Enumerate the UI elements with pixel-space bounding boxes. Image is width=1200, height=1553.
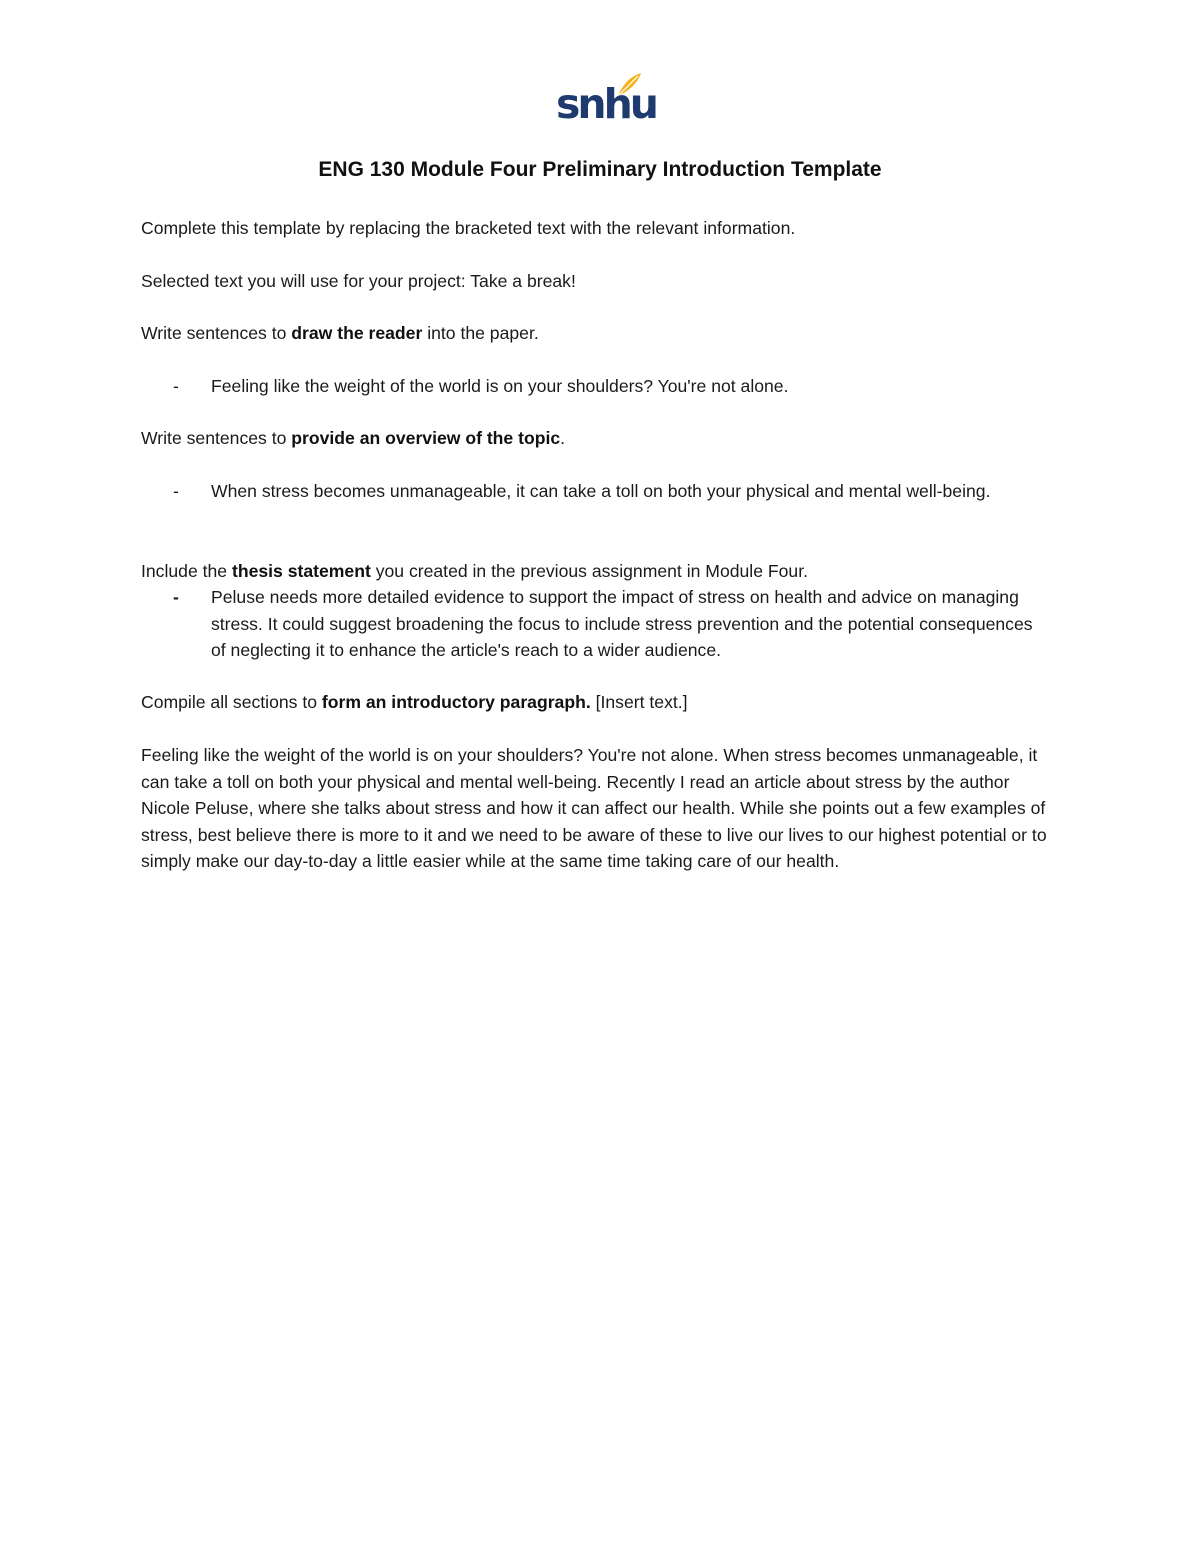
bullet-marker: - [173,376,179,396]
prompt-text: into the paper. [422,323,539,343]
thesis-response: Peluse needs more detailed evidence to support the impact of stress on health and advice on managing stress. It could suggest broadening the focus to include stress prevention and the potential consequences of neglecting it to enhance the article's reach to a wider audience. [211,587,1033,660]
snhu-logo [554,72,656,134]
introductory-paragraph: Feeling like the weight of the world is on your shoulders? You're not alone. When stress becomes unmanageable, it can take a toll on both your physical and mental well-being. Recently I read an article about stress by the author Nicole Peluse, where she talks about stress and how it can affect our health. While she points out a few examples of stress, best believe there is more to it and we need to be aware of these to live our lives to our highest potential or to simply make our day-to-day a little easier while at the same time taking care of our health. [141,745,1047,871]
prompt-emphasis: draw the reader [291,323,423,343]
prompt-text: Write sentences to [141,323,292,343]
draw-reader-prompt [141,321,539,345]
prompt-emphasis: thesis statement [231,561,371,581]
page-title: ENG 130 Module Four Preliminary Introduction Template [318,158,882,181]
overview-response: When stress becomes unmanageable, it can take a toll on both your physical and mental well-being. [211,481,991,501]
prompt-text: . [560,428,566,448]
compile-prompt [141,690,688,714]
selected-text-prefix: Selected text you will use for your project: [141,271,471,291]
overview-prompt [141,426,565,450]
prompt-text: you created in the previous assignment in Module Four. [370,561,808,581]
bullet-marker: - [173,587,179,607]
prompt-text: Compile all sections to [141,692,322,712]
draw-reader-response: Feeling like the weight of the world is on your shoulders? You're not alone. [211,376,789,396]
selected-text-value: Take a break! [470,271,576,291]
prompt-text: Include the [141,561,232,581]
selected-text-line [141,269,576,293]
prompt-text: [Insert text.] [590,692,688,712]
prompt-emphasis: form an introductory paragraph. [321,692,591,712]
prompt-emphasis: provide an overview of the topic [291,428,561,448]
bullet-marker: - [173,481,179,501]
instructions-text: Complete this template by replacing the bracketed text with the relevant information. [141,218,796,238]
prompt-text: Write sentences to [141,428,292,448]
thesis-prompt [141,559,808,583]
logo-wordmark: snhu [556,80,656,128]
